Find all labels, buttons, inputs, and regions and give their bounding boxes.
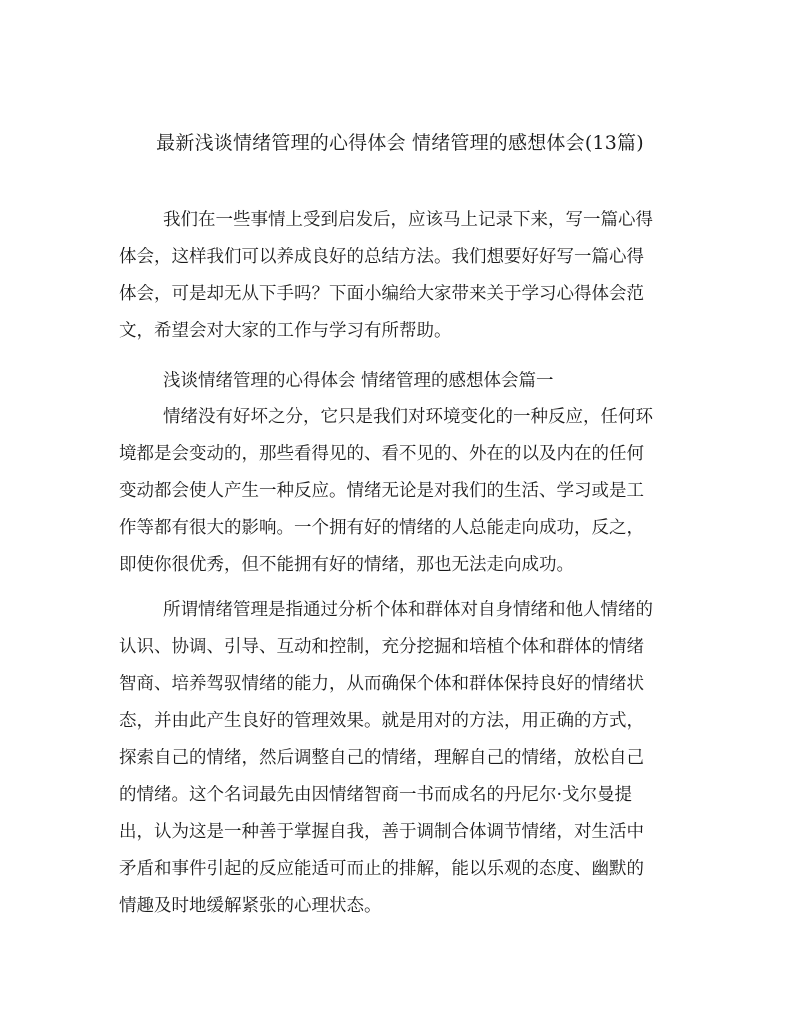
paragraph-line: 作等都有很大的影响。一个拥有好的情绪的人总能走向成功，反之， [119,518,644,538]
intro-line: 体会，可是却无从下手吗？下面小编给大家带来关于学习心得体会范 [119,284,644,304]
paragraph-line: 认识、协调、引导、互动和控制，充分挖掘和培植个体和群体的情绪 [119,637,644,657]
paragraph-line: 探索自己的情绪，然后调整自己的情绪，理解自己的情绪，放松自己 [119,748,644,768]
paragraph-line: 态，并由此产生良好的管理效果。就是用对的方法，用正确的方式， [119,711,644,731]
paragraph-line: 情趣及时地缓解紧张的心理状态。 [119,896,382,916]
paragraph-line: 境都是会变动的，那些看得见的、看不见的、外在的以及内在的任何 [119,444,644,464]
paragraph-line: 出，认为这是一种善于掌握自我，善于调制合体调节情绪，对生活中 [119,822,644,842]
paragraph-one [119,399,681,584]
paragraph-line: 即使你很优秀，但不能拥有好的情绪，那也无法走向成功。 [119,555,574,575]
document-title: 最新浅谈情绪管理的心得体会 情绪管理的感想体会(13篇) [156,132,644,154]
paragraph-line: 情绪没有好坏之分，它只是我们对环境变化的一种反应，任何环 [163,407,653,427]
paragraph-line: 所谓情绪管理是指通过分析个体和群体对自身情绪和他人情绪的 [163,600,653,620]
intro-line: 我们在一些事情上受到启发后，应该马上记录下来，写一篇心得 [163,210,653,230]
intro-paragraph [119,202,681,350]
intro-line: 文，希望会对大家的工作与学习有所帮助。 [119,321,452,341]
paragraph-two [119,592,681,925]
paragraph-line: 的情绪。这个名词最先由因情绪智商一书而成名的丹尼尔·戈尔曼提 [119,785,633,805]
intro-line: 体会，这样我们可以养成良好的总结方法。我们想要好好写一篇心得 [119,247,644,267]
paragraph-line: 变动都会使人产生一种反应。情绪无论是对我们的生活、学习或是工 [119,481,644,501]
section-heading: 浅谈情绪管理的心得体会 情绪管理的感想体会篇一 [163,371,554,391]
paragraph-line: 智商、培养驾驭情绪的能力，从而确保个体和群体保持良好的情绪状 [119,674,644,694]
paragraph-line: 矛盾和事件引起的反应能适可而止的排解，能以乐观的态度、幽默的 [119,859,644,879]
